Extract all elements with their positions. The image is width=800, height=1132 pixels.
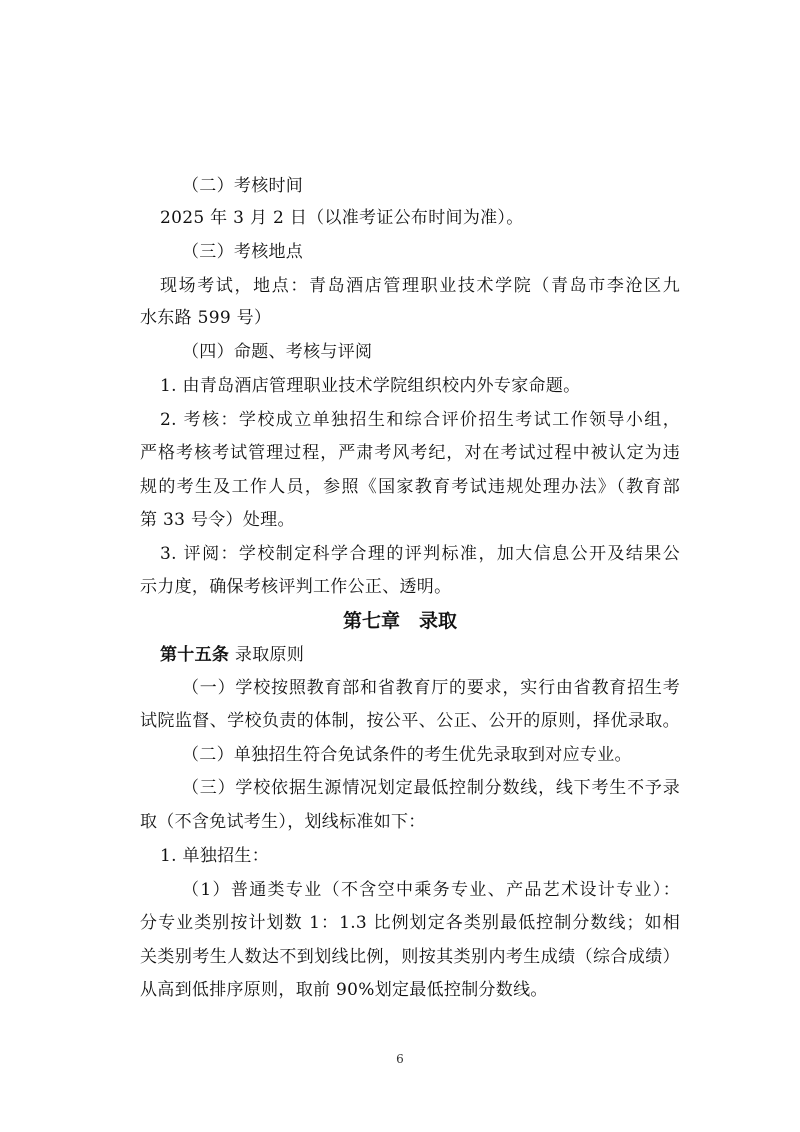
principle-1-line-1: （一）学校按照教育部和省教育厅的要求，实行由省教育招生考 <box>182 678 680 698</box>
sub-1: 1. 单独招生： <box>160 846 270 866</box>
principle-1-line-2: 试院监督、学校负责的体制，按公平、公正、公开的原则，择优录取。 <box>140 711 680 731</box>
item-2-line-3: 规的考生及工作人员，参照《国家教育考试违规处理办法》（教育部 <box>140 477 680 497</box>
item-2-line-2: 严格考核考试管理过程，严肃考风考纪，对在考试过程中被认定为违 <box>140 443 680 463</box>
principle-3-line-2: 取（不含免试考生），划线标准如下： <box>140 812 426 832</box>
sub-1a-line-4: 从高到低排序原则，取前 90%划定最低控制分数线。 <box>140 980 548 1000</box>
item-3-line-1: 3. 评阅：学校制定科学合理的评判标准，加大信息公开及结果公 <box>160 544 680 564</box>
item-2-line-1: 2. 考核：学校成立单独招生和综合评价招生考试工作领导小组， <box>160 410 680 430</box>
item-1: 1. 由青岛酒店管理职业技术学院组织校内外专家命题。 <box>160 376 581 396</box>
place-text-line-2: 水东路 599 号） <box>140 308 272 328</box>
sub-1a-line-1: （1）普通类专业（不含空中乘务专业、产品艺术设计专业）： <box>182 880 680 900</box>
sub-1a-line-3: 关类别考生人数达不到划线比例，则按其类别内考生成绩（综合成绩） <box>140 947 680 967</box>
time-heading: （二）考核时间 <box>182 176 304 196</box>
chapter-title: 第七章 录取 <box>342 610 457 632</box>
sub-1a-line-2: 分专业类别按计划数 1：1.3 比例划定各类别最低控制分数线；如相 <box>140 913 680 933</box>
time-text: 2025 年 3 月 2 日（以准考证公布时间为准）。 <box>160 208 524 228</box>
article-15-title: 录取原则 <box>234 645 305 665</box>
proposition-heading: （四）命题、考核与评阅 <box>182 342 373 362</box>
principle-2: （二）单独招生符合免试条件的考生优先录取到对应专业。 <box>182 745 632 765</box>
page-number: 6 <box>396 1052 404 1066</box>
item-3-line-2: 示力度，确保考核评判工作公正、透明。 <box>140 577 452 597</box>
item-2-line-4: 第 33 号令）处理。 <box>140 510 295 530</box>
principle-3-line-1: （三）学校依据生源情况划定最低控制分数线，线下考生不予录 <box>182 778 680 798</box>
place-heading: （三）考核地点 <box>182 242 304 262</box>
article-15 <box>160 645 304 665</box>
article-15-label: 第十五条 <box>160 645 230 665</box>
place-text-line-1: 现场考试，地点：青岛酒店管理职业技术学院（青岛市李沧区九 <box>160 276 680 296</box>
